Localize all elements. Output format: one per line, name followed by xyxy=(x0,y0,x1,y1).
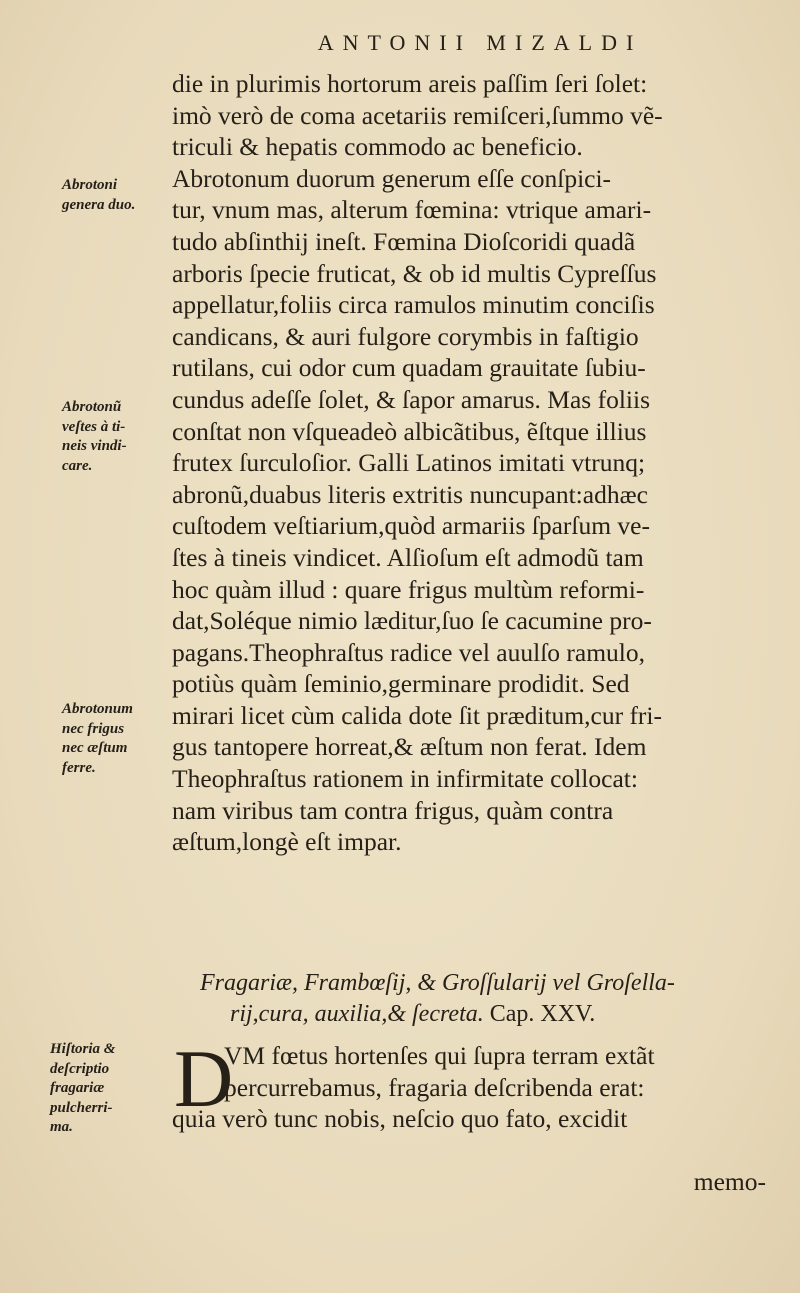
text-line: gus tantopere horreat,& æſtum non ferat. Idem xyxy=(172,732,647,762)
text-line: tur, vnum mas, alterum fœmina: vtrique amari- xyxy=(172,195,652,225)
margin-note-line: genera duo. xyxy=(62,196,136,213)
text-line: ſtes à tineis vindicet. Alſioſum eſt admodũ tam xyxy=(172,542,644,572)
text-line: VM fœtus hortenſes qui ſupra terram extãt xyxy=(224,1041,655,1070)
text-line: candicans, & auri fulgore corymbis in faſtigio xyxy=(172,321,639,351)
chapter-heading-line-2 xyxy=(200,999,760,1030)
text-line: tudo abſinthij ineſt. Fœmina Dioſcoridi quadã xyxy=(172,226,636,256)
margin-note-historia-fragariae xyxy=(50,1040,160,1138)
text-line: hoc quàm illud : quare frigus multùm reformi- xyxy=(172,574,645,604)
text-line: cuſtodem veſtiarium,quòd armariis ſparſum ve- xyxy=(172,511,650,541)
margin-note-line: veſtes à ti- xyxy=(62,418,126,435)
catchword: memo- xyxy=(693,1167,766,1196)
text-line: Abrotonum duorum generum eſſe conſpici- xyxy=(172,163,612,193)
margin-note-line: nec frigus xyxy=(62,720,125,737)
text-line: triculi & hepatis commodo ac beneficio. xyxy=(172,132,583,162)
margin-note-abrotoni-genera xyxy=(62,176,172,215)
margin-note-line: Abrotonũ xyxy=(62,399,122,415)
margin-note-vestes xyxy=(62,398,172,476)
chapter-heading-text: rij,cura, auxilia,& ſecreta. xyxy=(230,1001,484,1027)
margin-note-line: Abrotonum xyxy=(62,701,133,717)
text-line: frutex ſurculoſior. Galli Latinos imitati vtrunq; xyxy=(172,448,646,478)
text-line: arboris ſpecie fruticat, & ob id multis Cypreſſus xyxy=(172,258,657,288)
text-line: pagans.Theophraſtus radice vel auulſo ramulo, xyxy=(172,637,646,667)
margin-note-line: deſcriptio xyxy=(50,1060,110,1077)
drop-cap: D xyxy=(174,1033,234,1124)
chapter-number: Cap. XXV. xyxy=(489,1001,596,1027)
text-line: æſtum,longè eſt impar. xyxy=(172,827,402,857)
text-line: die in plurimis hortorum areis paſſim ſeri ſolet: xyxy=(172,69,648,98)
text-line: dat,Soléque nimio læditur,ſuo ſe cacumine pro- xyxy=(172,606,652,636)
text-line: abronũ,duabus literis extritis nuncupant:adhæc xyxy=(172,479,648,509)
margin-note-line: nec æſtum xyxy=(62,740,128,756)
margin-note-line: Abrotoni xyxy=(62,177,118,193)
margin-note-line: care. xyxy=(62,457,93,474)
body-text-main xyxy=(172,68,772,858)
text-line: mirari licet cùm calida dote ſit præditum,cur fri- xyxy=(172,700,663,730)
text-line: quia verò tunc nobis, neſcio quo fato, excidit xyxy=(172,1104,628,1134)
running-head: ANTONII MIZALDI xyxy=(317,30,643,55)
margin-note-line: neis vindi- xyxy=(62,438,127,454)
chapter-heading-line-1: Fragariæ, Frambœſij, & Groſſularij vel Groſella- xyxy=(200,970,675,996)
margin-note-line: ma. xyxy=(50,1119,73,1135)
text-line: cundus adeſſe ſolet, & ſapor amarus. Mas foliis xyxy=(172,384,651,414)
margin-note-line: ferre. xyxy=(62,759,96,776)
body-text-chapter xyxy=(172,1033,772,1135)
margin-note-line: pulcherri- xyxy=(50,1099,113,1116)
margin-note-frigus xyxy=(62,700,172,778)
text-line: Theophraſtus rationem in infirmitate collocat: xyxy=(172,764,638,794)
margin-note-line: fragariæ xyxy=(50,1080,105,1096)
text-line: rutilans, cui odor cum quadam grauitate ſubiu- xyxy=(172,353,646,383)
text-line: percurrebamus, fragaria deſcribenda erat: xyxy=(224,1072,645,1102)
text-line: conſtat non vſqueadeò albicãtibus, ẽſtque illius xyxy=(172,416,647,446)
chapter-heading xyxy=(200,968,760,1030)
text-line: appellatur,foliis circa ramulos minutim conciſis xyxy=(172,290,655,320)
text-line: potiùs quàm ſeminio,germinare prodidit. Sed xyxy=(172,669,630,699)
text-line: nam viribus tam contra frigus, quàm contra xyxy=(172,795,614,825)
text-line: imò verò de coma acetariis remiſceri,ſummo vẽ- xyxy=(172,100,663,130)
margin-note-line: Hiſtoria & xyxy=(50,1041,116,1057)
